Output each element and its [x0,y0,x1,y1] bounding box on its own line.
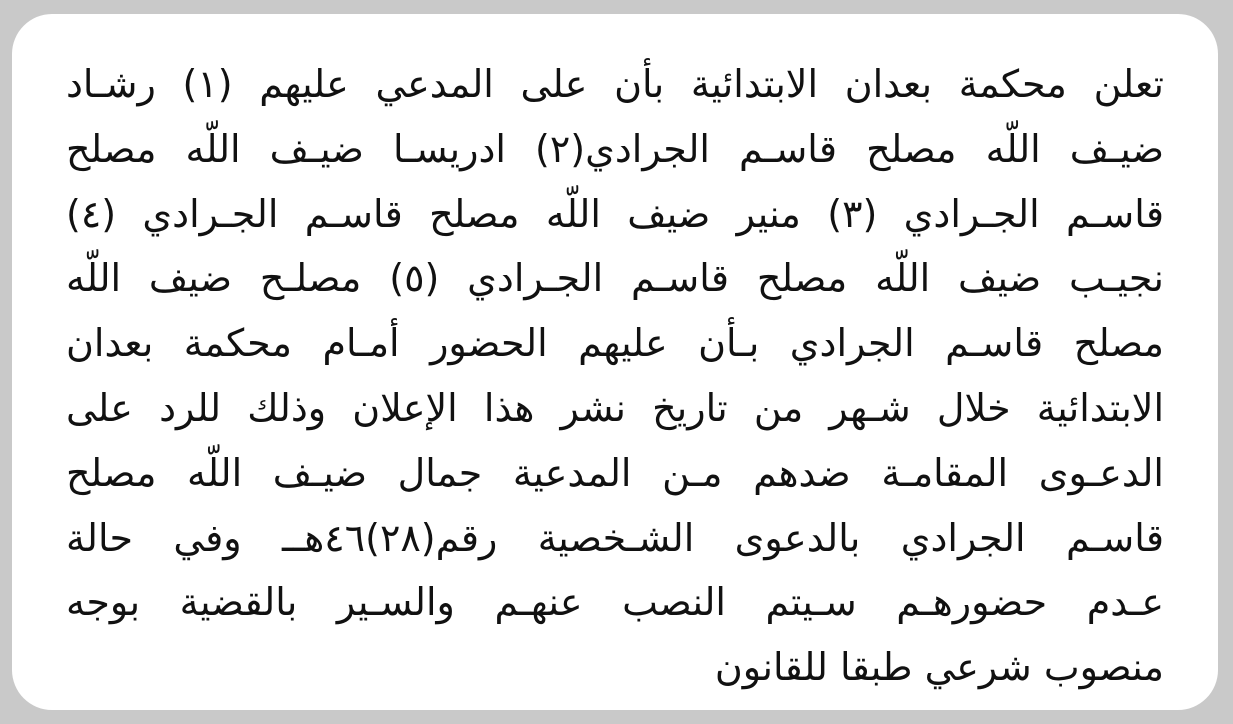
notice-line-9: عـدم حضورهـم سـيتم النصب عنهـم والسـير بالقضية بوجه [66,580,1164,625]
notice-line-4: نجيـب ضيف اللّه مصلح قاسـم الجـرادي (٥) مصلـح ضيف اللّه [66,256,1164,301]
notice-line-7: الدعـوى المقامـة ضدهم مـن المدعية جمال ضيـف اللّه مصلح [66,450,1164,495]
notice-card [12,14,1218,710]
notice-line-3: قاسـم الجـرادي (٣) منير ضيف اللّه مصلح قاسـم الجـرادي (٤) [66,191,1164,236]
notice-line-10: منصوب شرعي طبقا للقانون [714,645,1164,690]
notice-line-1: تعلن محكمة بعدان الابتدائية بأن على المدعي عليهم (١) رشـاد [66,62,1164,106]
notice-line-5: مصلح قاسـم الجرادي بـأن عليهم الحضور أمـام محكمة بعدان [66,321,1164,366]
notice-line-8: قاسـم الجرادي بالدعوى الشـخصية رقم(٢٨)٤٦هــ وفي حالة [66,515,1164,560]
notice-line-6: الابتدائية خلال شـهر من تاريخ نشر هذا الإعلان وذلك للرد على [66,385,1164,430]
notice-line-2: ضيـف اللّه مصلح قاسـم الجرادي(٢) ادريسـا ضيـف اللّه مصلح [66,126,1164,171]
court-notice-text [66,52,1164,700]
